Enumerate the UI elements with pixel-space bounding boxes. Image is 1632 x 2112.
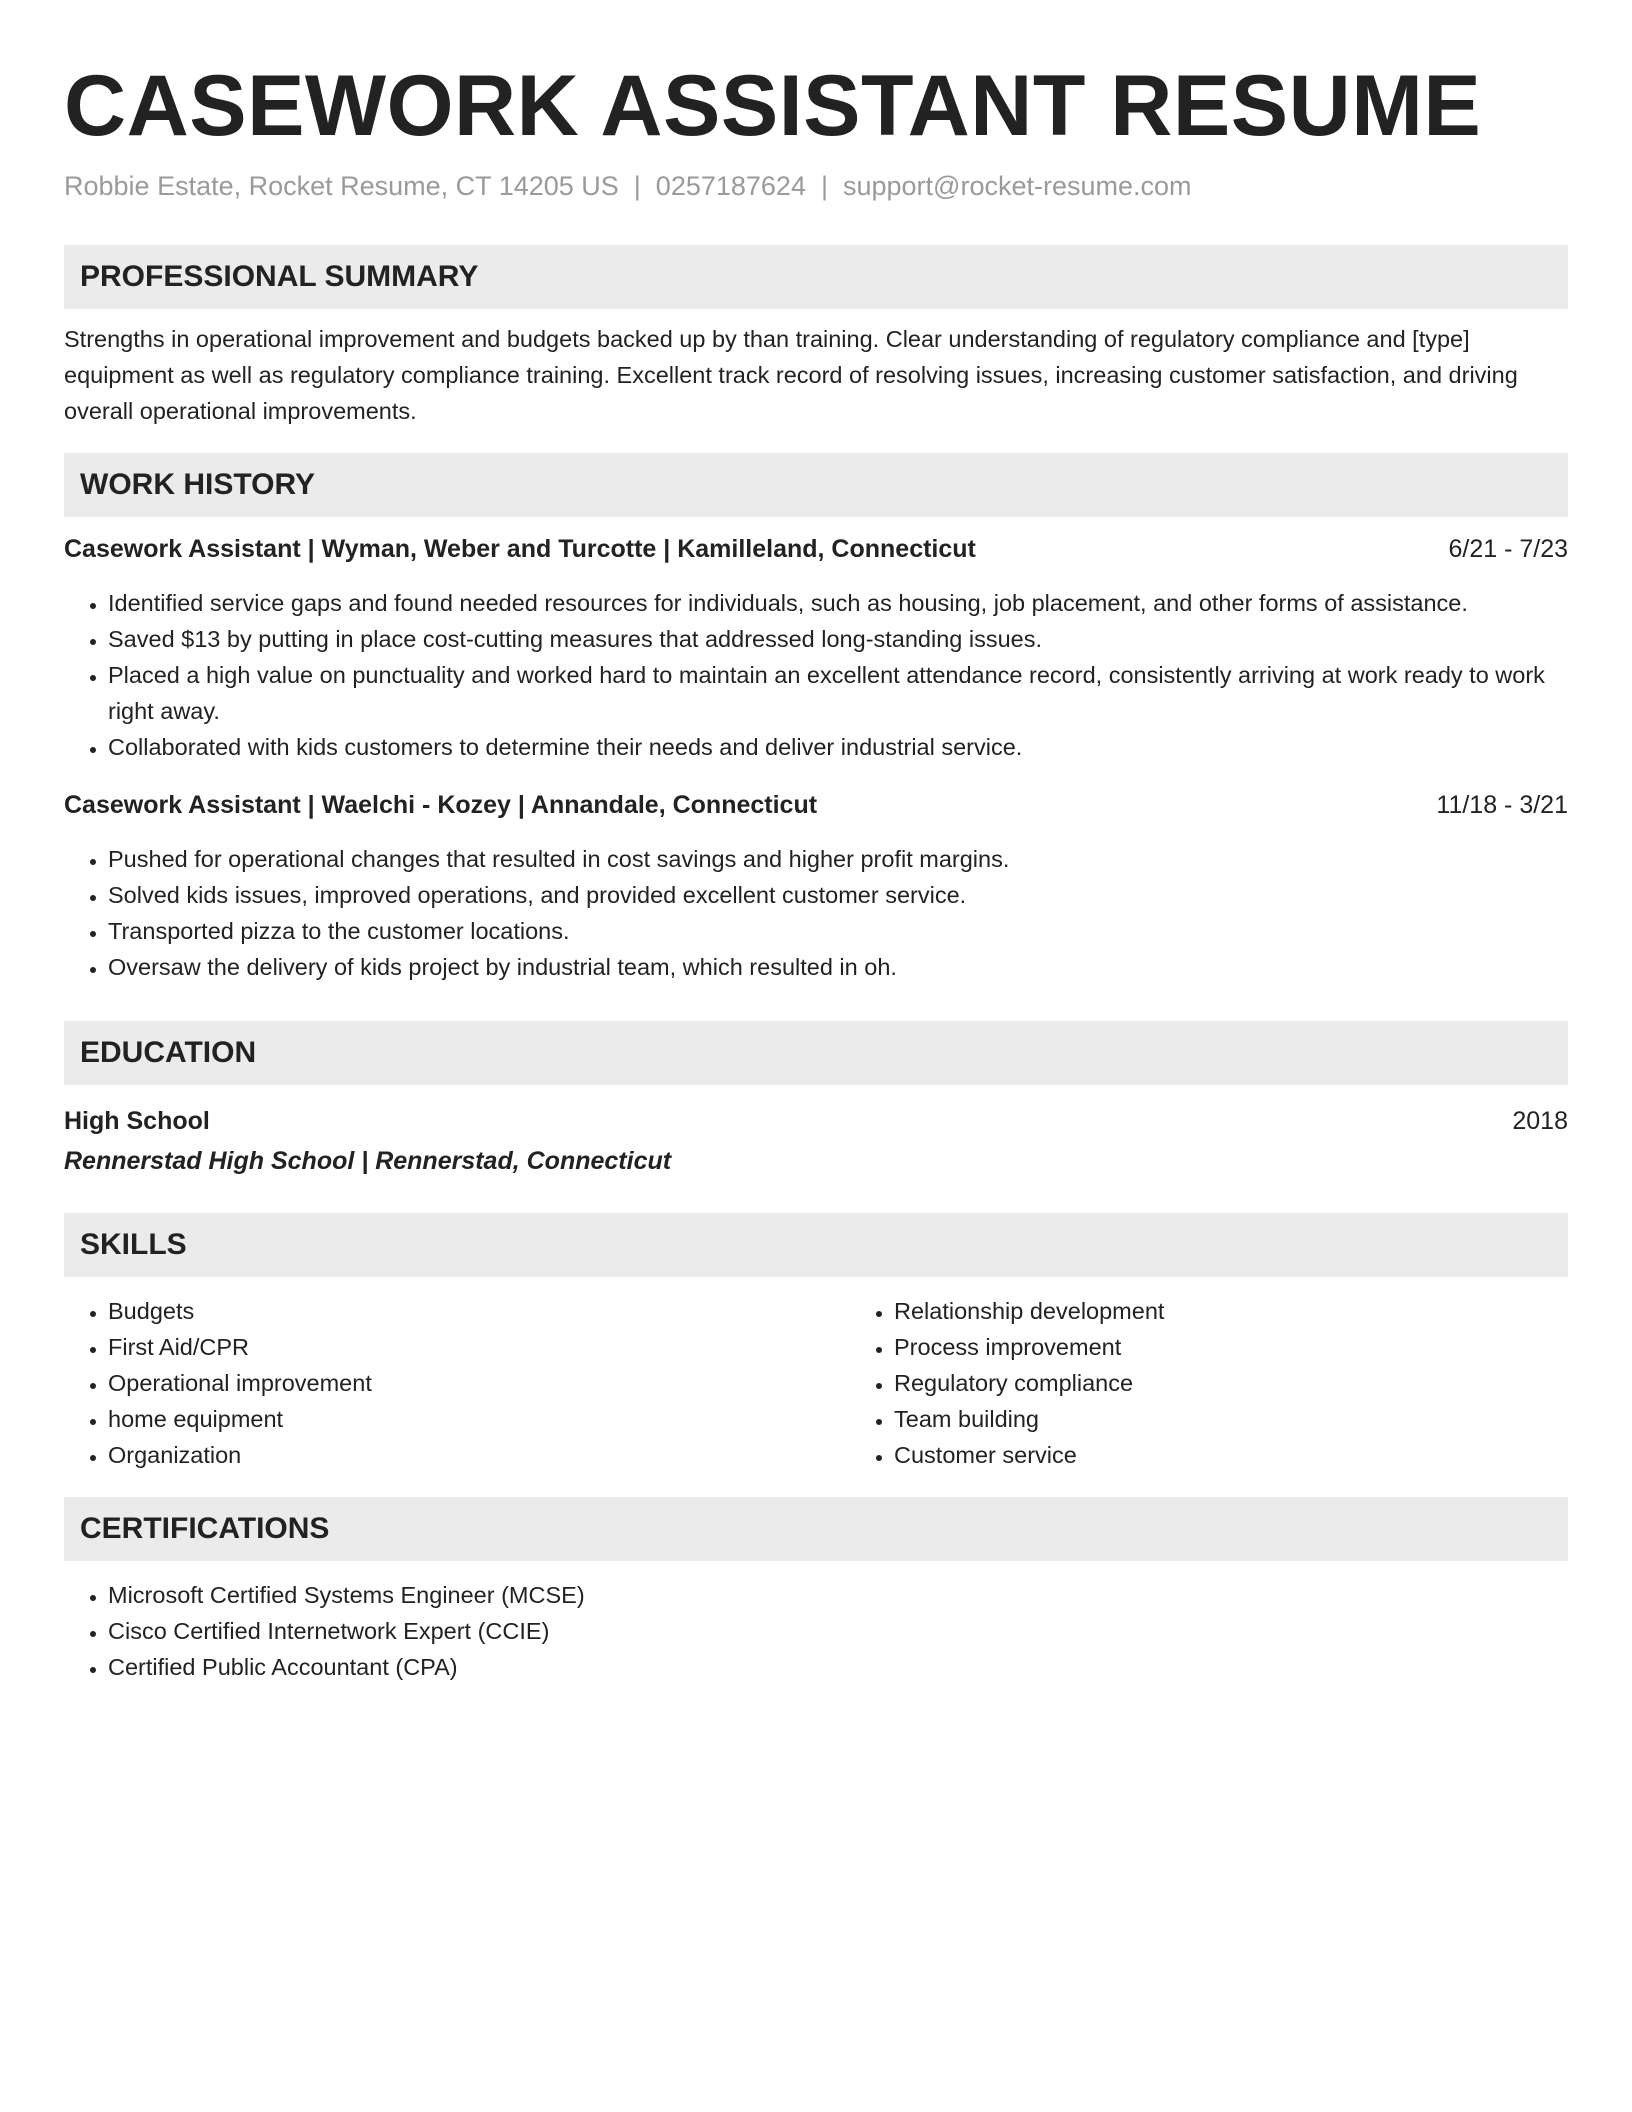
list-item: • Oversaw the delivery of kids project by industrial team, which resulted in oh. — [108, 949, 1568, 985]
job-dates: 6/21 - 7/23 — [1448, 535, 1568, 563]
list-item: • Regulatory compliance — [894, 1365, 1568, 1401]
contact-line — [64, 168, 1568, 204]
job-header — [64, 531, 1568, 567]
education-year: 2018 — [1512, 1107, 1568, 1135]
skills-column-right — [850, 1293, 1568, 1473]
job-entry — [64, 531, 1568, 765]
list-item: • home equipment — [108, 1401, 850, 1437]
education-school: Rennerstad High School | Rennerstad, Connecticut — [64, 1147, 672, 1175]
contact-email[interactable]: support@rocket-resume.com — [842, 171, 1192, 201]
list-item: • Collaborated with kids customers to determine their needs and deliver industrial service. — [108, 729, 1568, 765]
education-degree: High School — [64, 1107, 210, 1135]
section-heading-skills: SKILLS — [64, 1213, 1568, 1277]
list-item: • Pushed for operational changes that resulted in cost savings and higher profit margins. — [108, 841, 1568, 877]
list-item: • First Aid/CPR — [108, 1329, 850, 1365]
list-item: • Microsoft Certified Systems Engineer (MCSE) — [108, 1577, 1568, 1613]
list-item: • Team building — [894, 1401, 1568, 1437]
list-item: • Process improvement — [894, 1329, 1568, 1365]
job-title: Casework Assistant | Wyman, Weber and Turcotte | Kamilleland, Connecticut — [64, 535, 976, 563]
resume-title: CASEWORK ASSISTANT RESUME — [64, 58, 1482, 154]
list-item: • Certified Public Accountant (CPA) — [108, 1649, 1568, 1685]
job-entry — [64, 787, 1568, 985]
section-heading-education: EDUCATION — [64, 1021, 1568, 1085]
education-header — [64, 1103, 1568, 1139]
list-item: • Placed a high value on punctuality and worked hard to maintain an excellent attendance record, consistently arriving at work ready to work right away. — [108, 657, 1568, 729]
section-heading-work-history: WORK HISTORY — [64, 453, 1568, 517]
list-item: • Budgets — [108, 1293, 850, 1329]
skills-column-left — [64, 1293, 850, 1473]
job-dates: 11/18 - 3/21 — [1436, 791, 1568, 819]
section-heading-summary: PROFESSIONAL SUMMARY — [64, 245, 1568, 309]
contact-separator: | — [633, 171, 641, 201]
list-item: • Relationship development — [894, 1293, 1568, 1329]
job-bullets — [64, 585, 1568, 765]
list-item: • Organization — [108, 1437, 850, 1473]
resume-page — [64, 56, 1568, 1685]
contact-address: Robbie Estate, Rocket Resume, CT 14205 US — [64, 171, 619, 201]
contact-phone[interactable]: 0257187624 — [655, 171, 806, 201]
job-title: Casework Assistant | Waelchi - Kozey | Annandale, Connecticut — [64, 791, 818, 819]
certifications-list — [64, 1577, 1568, 1685]
list-item: • Cisco Certified Internetwork Expert (CCIE) — [108, 1613, 1568, 1649]
job-header — [64, 787, 1568, 823]
job-bullets — [64, 841, 1568, 985]
list-item: • Identified service gaps and found needed resources for individuals, such as housing, job placement, and other forms of assistance. — [108, 585, 1568, 621]
summary-text: Strengths in operational improvement and budgets backed up by than training. Clear understanding of regulatory compliance and [type] equipment as well as regulatory compliance training. Excellent track record of resolving issues, increasing customer satisfaction, and driving overall operational improvements. — [64, 326, 1518, 424]
list-item: • Transported pizza to the customer locations. — [108, 913, 1568, 949]
list-item: • Saved $13 by putting in place cost-cutting measures that addressed long-standing issues. — [108, 621, 1568, 657]
list-item: • Customer service — [894, 1437, 1568, 1473]
skills-grid — [64, 1293, 1568, 1473]
section-heading-certifications: CERTIFICATIONS — [64, 1497, 1568, 1561]
contact-separator: | — [820, 171, 828, 201]
list-item: • Solved kids issues, improved operations, and provided excellent customer service. — [108, 877, 1568, 913]
list-item: • Operational improvement — [108, 1365, 850, 1401]
